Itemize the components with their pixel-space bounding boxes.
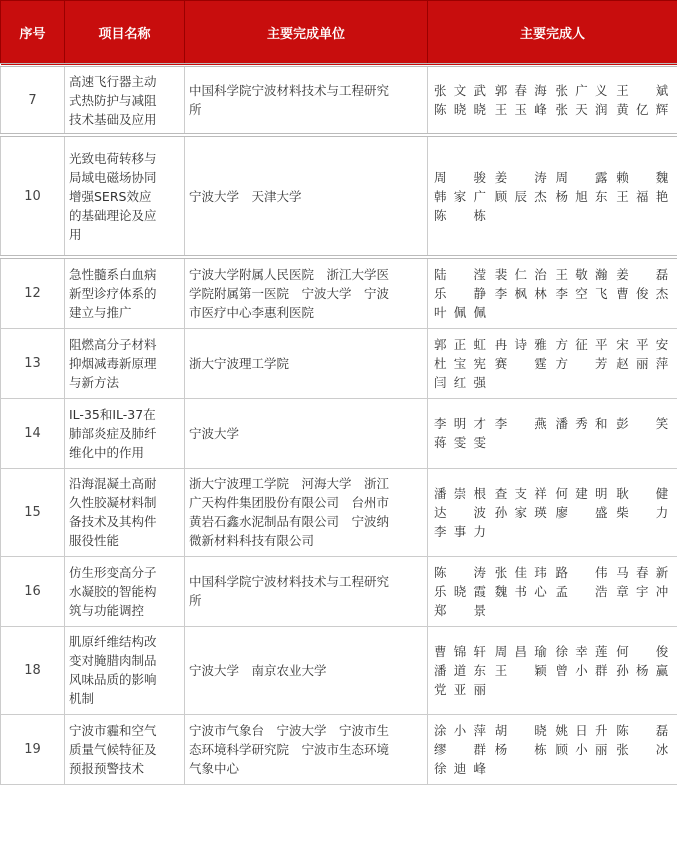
row-project-name: 肌原纤维结构改 变对腌腊肉制品 风味品质的影响 机制	[65, 626, 185, 714]
person-name: 李事力	[434, 523, 486, 539]
person-name: 廖 盛	[555, 504, 608, 520]
person-name: 方 芳	[555, 355, 608, 371]
person-name: 达 波	[434, 504, 486, 520]
row-project-name: 急性髓系白血病 新型诊疗体系的 建立与推广	[65, 257, 185, 328]
row-main-unit: 宁波市气象台 宁波大学 宁波市生 态环境科学研究院 宁波市生态环境 气象中心	[185, 714, 428, 784]
person-name: 裴仁治	[494, 266, 547, 282]
person-name: 赖 魏	[616, 169, 669, 185]
person-name: 陆 滢	[434, 266, 486, 282]
person-name: 杨 栋	[494, 741, 547, 757]
table-body	[1, 65, 677, 784]
header-project-name: 项目名称	[65, 1, 185, 66]
person-list	[434, 81, 673, 119]
table-header-row	[1, 1, 677, 66]
table-row	[1, 65, 677, 135]
person-name: 陈 栋	[434, 207, 486, 223]
person-name: 周昌瑜	[494, 643, 547, 659]
person-name: 黄亿辉	[616, 102, 669, 117]
row-main-unit: 中国科学院宁波材料技术与工程研究 所	[185, 65, 428, 135]
table-row	[1, 556, 677, 626]
row-project-name: 宁波市霾和空气 质量气候特征及 预报预警技术	[65, 714, 185, 784]
person-list	[434, 484, 673, 541]
person-name: 乐 静	[434, 285, 486, 301]
row-main-unit: 浙大宁波理工学院 河海大学 浙江 广天构件集团股份有限公司 台州市 黄岩石鑫水泥制品有限公司 宁波纳 微新材料科技有限公司	[185, 468, 428, 556]
row-project-name: 沿海混凝土高耐 久性胶凝材料制 备技术及其构件 服役性能	[65, 468, 185, 556]
row-no: 19	[1, 714, 65, 784]
header-main-unit: 主要完成单位	[185, 1, 428, 66]
person-list	[434, 335, 673, 392]
row-no: 18	[1, 626, 65, 714]
person-name: 耿 健	[616, 485, 669, 501]
person-name: 李枫林	[494, 285, 547, 301]
row-main-persons	[428, 328, 677, 398]
row-no: 13	[1, 328, 65, 398]
person-name: 张天润	[555, 102, 608, 117]
person-list	[434, 563, 673, 620]
person-name: 蒋雯雯	[434, 435, 486, 450]
row-main-unit: 宁波大学 天津大学	[185, 135, 428, 257]
row-project-name: 光致电荷转移与 局域电磁场协同 增强SERS效应 的基础理论及应 用	[65, 135, 185, 257]
person-name: 查支祥	[494, 485, 547, 501]
person-name: 魏书心	[494, 583, 547, 599]
table-row	[1, 328, 677, 398]
person-name: 王玉峰	[494, 102, 547, 117]
person-name: 闫红强	[434, 374, 486, 390]
table-row	[1, 626, 677, 714]
person-name: 李明才	[434, 416, 486, 431]
person-name: 张文武	[434, 83, 486, 98]
person-name: 王 颖	[494, 662, 547, 678]
person-list	[434, 721, 673, 778]
person-name: 郭春海	[494, 83, 547, 98]
person-name: 潘崇根	[434, 485, 486, 501]
person-name: 顾辰杰	[494, 188, 547, 204]
person-name: 曾小群	[555, 662, 608, 678]
person-name: 徐迪峰	[434, 760, 486, 776]
person-name: 孙家瑛	[494, 504, 547, 520]
person-name: 杜宝宪	[434, 355, 486, 371]
person-name: 徐幸莲	[555, 643, 608, 659]
row-main-unit: 中国科学院宁波材料技术与工程研究 所	[185, 556, 428, 626]
header-no: 序号	[1, 1, 65, 66]
row-main-persons	[428, 468, 677, 556]
person-name: 党亚丽	[434, 681, 486, 697]
person-name: 孙杨赢	[616, 662, 669, 678]
person-name: 宋平安	[616, 336, 669, 352]
row-main-persons	[428, 556, 677, 626]
person-name: 涂小萍	[434, 722, 486, 738]
person-name: 赵丽萍	[616, 355, 669, 371]
person-name: 曹俊杰	[616, 285, 669, 301]
person-name: 缪 群	[434, 741, 486, 757]
row-main-persons	[428, 65, 677, 135]
person-name: 章宇冲	[616, 583, 669, 599]
row-main-persons	[428, 626, 677, 714]
person-name: 路 伟	[555, 564, 608, 580]
row-main-persons	[428, 135, 677, 257]
person-list	[434, 265, 673, 322]
person-name: 姜 磊	[616, 266, 669, 282]
row-main-unit: 宁波大学附属人民医院 浙江大学医 学院附属第一医院 宁波大学 宁波 市医疗中心李惠利医院	[185, 257, 428, 328]
person-name: 张 冰	[616, 741, 669, 757]
person-name: 何建明	[555, 485, 608, 501]
person-name: 郑 景	[434, 602, 486, 618]
person-name: 王敬瀚	[555, 266, 608, 282]
person-name: 顾小丽	[555, 741, 608, 757]
row-project-name: 高速飞行器主动 式热防护与减阻 技术基础及应用	[65, 65, 185, 135]
person-list	[434, 168, 673, 225]
header-main-persons: 主要完成人	[428, 1, 677, 66]
person-name: 叶佩佩	[434, 304, 486, 320]
person-name: 郭正虹	[434, 336, 486, 352]
person-name: 冉诗雅	[494, 336, 547, 352]
person-name: 曹锦轩	[434, 643, 486, 659]
person-name: 杨旭东	[555, 188, 608, 204]
person-list	[434, 642, 673, 699]
person-name: 潘道东	[434, 662, 486, 678]
person-name: 张佳玮	[494, 564, 547, 580]
row-project-name: 仿生形变高分子 水凝胶的智能构 筑与功能调控	[65, 556, 185, 626]
table-row	[1, 714, 677, 784]
person-name: 彭 笑	[616, 416, 669, 431]
person-name: 周 骏	[434, 169, 486, 185]
person-name: 王 斌	[616, 83, 669, 98]
person-name: 周 露	[555, 169, 608, 185]
table-row	[1, 468, 677, 556]
person-name: 柴 力	[616, 504, 669, 520]
person-name: 王福艳	[616, 188, 669, 204]
row-no: 12	[1, 257, 65, 328]
row-main-unit: 宁波大学 南京农业大学	[185, 626, 428, 714]
row-no: 7	[1, 65, 65, 135]
person-name: 胡 晓	[494, 722, 547, 738]
row-project-name: 阻燃高分子材料 抑烟减毒新原理 与新方法	[65, 328, 185, 398]
person-name: 韩家广	[434, 188, 486, 204]
person-name: 方征平	[555, 336, 608, 352]
row-no: 14	[1, 398, 65, 468]
person-name: 姜 涛	[494, 169, 547, 185]
row-no: 16	[1, 556, 65, 626]
row-main-unit: 浙大宁波理工学院	[185, 328, 428, 398]
person-name: 乐晓霞	[434, 583, 486, 599]
person-list	[434, 414, 673, 452]
table-row	[1, 398, 677, 468]
row-main-persons	[428, 257, 677, 328]
person-name: 孟 浩	[555, 583, 608, 599]
row-no: 10	[1, 135, 65, 257]
person-name: 陈 磊	[616, 722, 669, 738]
person-name: 何 俊	[616, 643, 669, 659]
person-name: 张广义	[555, 83, 608, 98]
person-name: 陈晓晓	[434, 102, 486, 117]
person-name: 马春新	[616, 564, 669, 580]
row-main-persons	[428, 398, 677, 468]
person-name: 李 燕	[494, 416, 547, 431]
person-name: 李空飞	[555, 285, 608, 301]
person-name: 潘秀和	[555, 416, 608, 431]
table-row	[1, 257, 677, 328]
row-no: 15	[1, 468, 65, 556]
person-name: 姚日升	[555, 722, 608, 738]
person-name: 陈 涛	[434, 564, 486, 580]
row-main-persons	[428, 714, 677, 784]
table-row	[1, 135, 677, 257]
person-name: 赛 霆	[494, 355, 547, 371]
row-main-unit: 宁波大学	[185, 398, 428, 468]
row-project-name: IL-35和IL-37在 肺部炎症及肺纤 维化中的作用	[65, 398, 185, 468]
